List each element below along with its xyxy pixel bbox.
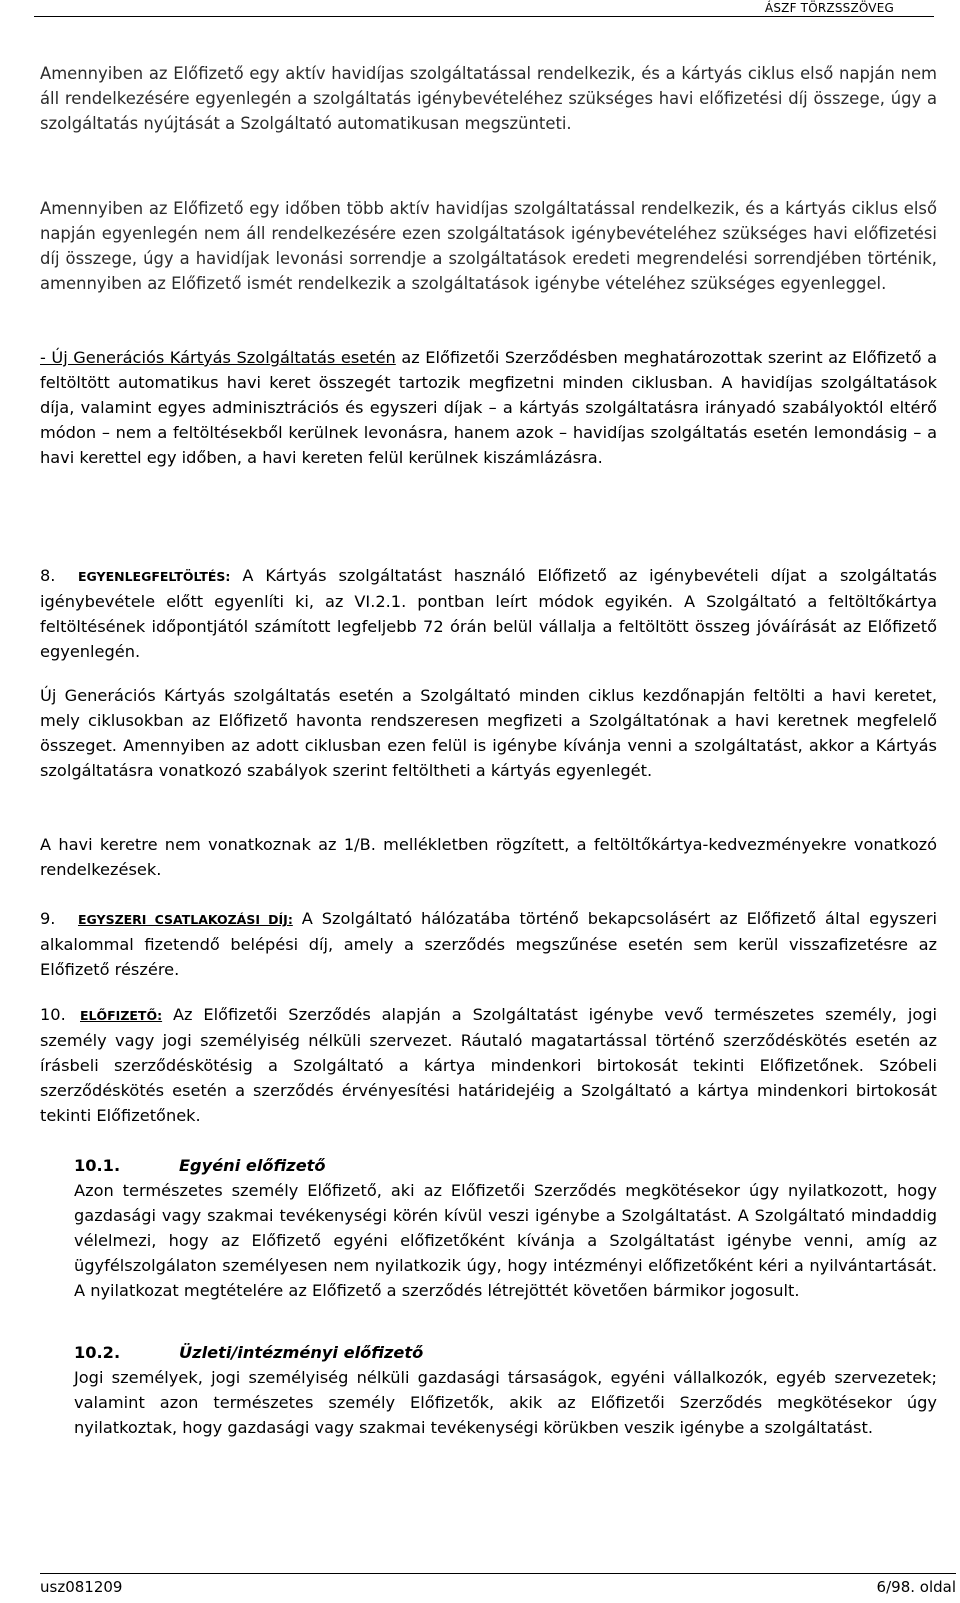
section-9-label: EGYSZERI CSATLAKOZÁSI DÍJ:: [78, 912, 293, 927]
section-10: [40, 1002, 937, 1128]
new-generation-text: az Előfizetői Szerződésben meghatározottak szerint az Előfizető a feltöltött automatikus havi keret összegét tartozik megfizetni minden ciklusban. A havidíjas szolgáltatások díja, valamint egyes adminisztrációs és egyszeri díjak – a kártyás szolgáltatásra irányadó szabályoktól eltérő módon – nem a feltöltésekből kerülnek levonásra, hanem azok – havidíjas szolgáltatás esetén lemondásig – a havi kerettel egy időben, a havi kereten felül kerülnek kiszámlázásra.: [40, 348, 937, 468]
header-doc-title: ÁSZF TÖRZSSZÖVEG: [764, 1, 894, 15]
section-10-1-number: 10.1.: [74, 1156, 121, 1175]
footer-page-number: 6/98. oldal: [876, 1578, 956, 1596]
section-9-text: A Szolgáltató hálózatába történő bekapcsolásért az Előfizető által egyszeri alkalommal fizetendő belépési díj, amely a szerződés megszűnése esetén sem kerül visszafizetésre az Előfizető részére.: [40, 909, 937, 980]
section-10-number: 10.: [40, 1005, 66, 1024]
footer-divider: [40, 1573, 956, 1574]
paragraph-monthly-frame: Új Generációs Kártyás szolgáltatás esetén a Szolgáltató minden ciklus kezdőnapján feltölti a havi keretet, mely ciklusokban az Előfizető havonta rendszeresen megfizeti a Szolgáltatónak a havi keretnek megfelelő összeget. Amennyiben az adott ciklusban ezen felül is igénybe kívánja venni a szolgáltatást, akkor a Kártyás szolgáltatásra vonatkozó szabályok szerint feltöltheti a kártyás egyenlegét.: [40, 686, 937, 781]
new-generation-lead: - Új Generációs Kártyás Szolgáltatás esetén: [40, 348, 396, 367]
section-8-label: EGYENLEGFELTÖLTÉS:: [78, 569, 231, 584]
paragraph-frame-exclusion: A havi keretre nem vonatkoznak az 1/B. mellékletben rögzített, a feltöltőkártya-kedvezményekre vonatkozó rendelkezések.: [40, 835, 937, 880]
footer-doc-id: usz081209: [40, 1578, 123, 1596]
paragraph-new-generation: [40, 345, 937, 470]
section-10-2-title: Üzleti/intézményi előfizető: [179, 1343, 424, 1362]
paragraph-auto-termination: Amennyiben az Előfizető egy aktív havidíjas szolgáltatással rendelkezik, és a kártyás ciklus első napján nem áll rendelkezésére egyenlegén a szolgáltatás igénybevételéhez szükséges havi előfizetési díj összege, úgy a szolgáltatás nyújtását a Szolgáltató automatikusan megszünteti.: [40, 64, 937, 134]
section-10-2-number: 10.2.: [74, 1343, 121, 1362]
section-8-text: A Kártyás szolgáltatást használó Előfizető az igénybevételi díjat a szolgáltatás igénybevétele előtt egyenlíti ki, az VI.2.1. pontban leírt módok egyikén. A Szolgáltató a feltöltőkártya feltöltésének időpontjától számított legfeljebb 72 órán belül vállalja a feltöltött összeg jóváírását az Előfizető egyenlegén.: [40, 566, 937, 662]
section-8: [40, 563, 937, 664]
section-9-number: 9.: [40, 909, 56, 928]
section-10-label: ELŐFIZETŐ:: [80, 1008, 163, 1023]
section-8-number: 8.: [40, 566, 56, 585]
section-10-1-title: Egyéni előfizető: [179, 1156, 326, 1175]
section-9: [40, 906, 937, 982]
section-10-text: Az Előfizetői Szerződés alapján a Szolgáltatást igénybe vevő természetes személy, jogi személy vagy jogi személyiség nélküli szervezet. Ráutaló magatartással történő szerződéskötés esetén az írásbeli szerződéskötésig a Szolgáltató a kártya mindenkori birtokosát tekinti Előfizetőnek. Szóbeli szerződéskötés esetén a szerződés érvényesítési határidejéig a Szolgáltató a kártya mindenkori birtokosát tekinti Előfizetőnek.: [40, 1005, 937, 1126]
section-10-1-heading: [74, 1153, 937, 1178]
paragraph-multiple-services: Amennyiben az Előfizető egy időben több aktív havidíjas szolgáltatással rendelkezik, és a kártyás ciklus első napján egyenlegén nem áll rendelkezésére ezen szolgáltatások igénybevételéhez szükséges havi előfizetési díj összege, úgy a havidíjak levonási sorrendje a szolgáltatások eredeti megrendelési sorrendjében történik, amennyiben az Előfizető ismét rendelkezik a szolgáltatások igénybe vételéhez szükséges egyenleggel.: [40, 199, 937, 294]
section-10-2-heading: [74, 1340, 937, 1365]
page-header: [34, 0, 934, 17]
section-10-1-text: Azon természetes személy Előfizető, aki az Előfizetői Szerződés megkötésekor úgy nyilatkozott, hogy gazdasági vagy szakmai tevékenységi körén kívül veszi igénybe a Szolgáltatást. A Szolgáltató mindaddig vélelmezi, hogy az Előfizető egyéni előfizetőként kívánja a Szolgáltatást igénybe venni, amíg az ügyfélszolgálaton személyesen nem nyilatkozik úgy, hogy intézményi előfizetőként kéri a nyilvántartását. A nyilatkozat megtételére az Előfizető a szerződés létrejöttét követően bármikor jogosult.: [74, 1181, 937, 1301]
section-10-2-text: Jogi személyek, jogi személyiség nélküli gazdasági társaságok, egyéni vállalkozók, egyéb szervezetek; valamint azon természetes személy Előfizetők, akik az Előfizetői Szerződés megkötésekor úgy nyilatkoztak, hogy gazdasági vagy szakmai tevékenységi körükben veszik igénybe a szolgáltatást.: [74, 1368, 937, 1438]
